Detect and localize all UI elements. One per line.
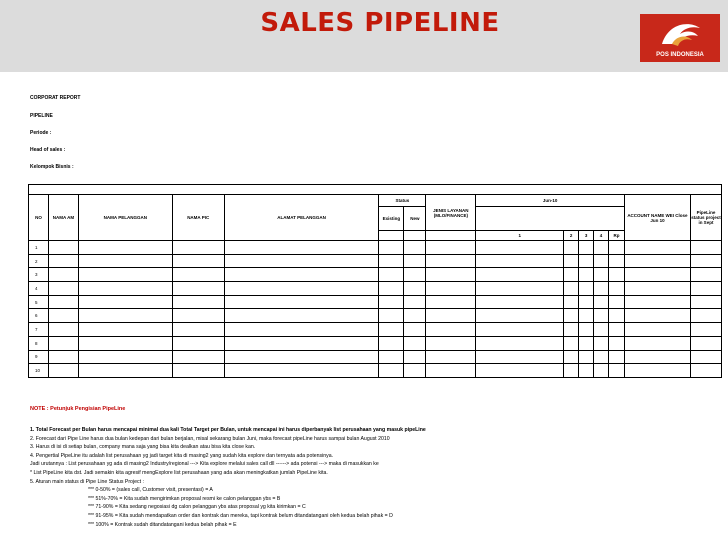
periode-label: Periode : [30,130,52,136]
table-row [29,295,722,309]
status-item: *** 100% = Kontrak sudah ditandatangani kedua belah pihak = E [88,521,237,528]
table-cell[interactable] [78,254,172,268]
table-cell[interactable] [579,282,594,296]
table-cell[interactable] [78,295,172,309]
col-nama-pelanggan: NAMA PELANGGAN [78,195,172,241]
table-cell[interactable] [172,350,224,364]
col-account-name: ACCOUNT NAME WEI Close Jun 10 [625,195,691,241]
table-cell[interactable] [426,336,476,350]
table-cell[interactable] [172,364,224,378]
table-cell[interactable] [690,323,721,337]
table-cell[interactable] [609,336,625,350]
table-cell[interactable] [690,350,721,364]
table-cell[interactable] [690,295,721,309]
table-cell[interactable] [78,282,172,296]
table-cell[interactable] [426,254,476,268]
col-jun10: Jun-10 [476,195,625,207]
table-cell[interactable] [476,364,564,378]
table-cell[interactable] [579,268,594,282]
table-cell[interactable] [426,241,476,255]
col-new: New [404,207,426,231]
table-cell[interactable] [625,350,691,364]
row-number: 8 [29,336,49,350]
page-title: SALES PIPELINE [260,8,500,38]
table-cell[interactable] [564,323,579,337]
status-item: *** 71-90% = Kita sedang negosiasi dg calon pelanggan ybs atas proposal yg kita kirimkan = C [88,504,306,511]
table-cell[interactable] [476,350,564,364]
table-cell[interactable] [78,268,172,282]
kelompok-bisnis-label: Kelompok Bisnis : [30,164,74,170]
row-number: 1 [29,241,49,255]
eagle-logo-icon [640,14,720,50]
table-cell[interactable] [379,282,404,296]
table-cell[interactable] [426,268,476,282]
row-number: 9 [29,350,49,364]
table-cell[interactable] [426,350,476,364]
table-cell[interactable] [172,254,224,268]
row-number: 3 [29,268,49,282]
table-cell[interactable] [379,268,404,282]
pipeline-table [28,184,722,378]
table-cell[interactable] [690,282,721,296]
table-cell[interactable] [172,336,224,350]
table-cell[interactable] [690,309,721,323]
table-cell[interactable] [609,282,625,296]
note-item: * List PipeLine kita dst. Jadi semakin kita agresif mengExplore list perusahaan yang ada akan meningkatkan jumlah PipeLine kita. [30,469,328,476]
table-cell[interactable] [594,336,609,350]
table-cell[interactable] [78,309,172,323]
table-cell[interactable] [379,309,404,323]
table-cell[interactable] [579,323,594,337]
table-cell[interactable] [476,268,564,282]
table-cell[interactable] [564,364,579,378]
logo-label: POS INDONESIA [656,52,704,58]
table-cell[interactable] [609,254,625,268]
table-cell[interactable] [564,254,579,268]
pipeline-label: PIPELINE [30,113,53,119]
table-row [29,309,722,323]
table-row [29,323,722,337]
table-cell[interactable] [48,295,78,309]
table-cell[interactable] [609,350,625,364]
table-cell[interactable] [78,241,172,255]
table-cell[interactable] [594,241,609,255]
table-row [29,364,722,378]
table-cell[interactable] [404,364,426,378]
table-row [29,254,722,268]
note-item: 2. Forecast dari Pipe Line harus dua bulan kedepan dari bulan berjalan, misal sekarang bulan Juni, maka forecast pipeLine harus sampai bulan August 2010 [30,435,390,442]
table-cell[interactable] [48,364,78,378]
row-number: 6 [29,309,49,323]
row-number: 7 [29,323,49,337]
table-row [29,241,722,255]
table-cell[interactable] [404,268,426,282]
table-cell[interactable] [224,254,379,268]
note-item: Jadi urutannya : List perusahaan yg ada di masing2 Industry/regional ---> Kita explore melalui sales call dll ------> ada potensi ---> maka di masukkan ke [30,461,379,468]
table-cell[interactable] [579,350,594,364]
table-cell[interactable] [625,282,691,296]
table-cell[interactable] [690,364,721,378]
note-item: 3. Harus di isi di setiap bulan, company mana saja yang bisa kita dealkan atau bisa kita close kan. [30,444,256,451]
table-row [29,268,722,282]
table-cell[interactable] [379,323,404,337]
table-cell[interactable] [609,309,625,323]
table-cell[interactable] [594,350,609,364]
table-cell[interactable] [594,254,609,268]
table-cell[interactable] [379,295,404,309]
table-cell[interactable] [476,323,564,337]
table-cell[interactable] [379,254,404,268]
week-2: 2 [564,231,579,241]
table-cell[interactable] [172,309,224,323]
table-cell[interactable] [379,336,404,350]
table-cell[interactable] [172,323,224,337]
table-cell[interactable] [690,268,721,282]
table-cell[interactable] [594,364,609,378]
table-cell[interactable] [426,282,476,296]
table-cell[interactable] [564,309,579,323]
table-cell[interactable] [564,336,579,350]
table-cell[interactable] [476,241,564,255]
table-cell[interactable] [625,241,691,255]
table-cell[interactable] [426,309,476,323]
note-item: 5. Aturan main status di Pipe Line Status Project : [30,478,144,485]
table-cell[interactable] [690,241,721,255]
note-item: 4. Pengertial PipeLine itu adalah list perusahaan yg jadi target kita di masing2 yang sudah kita explore dan ternyata ada potensinya. [30,452,334,459]
table-cell[interactable] [564,282,579,296]
table-cell[interactable] [476,254,564,268]
table-cell[interactable] [564,241,579,255]
table-cell[interactable] [48,323,78,337]
table-cell[interactable] [579,309,594,323]
table-cell[interactable] [78,323,172,337]
table-cell[interactable] [224,295,379,309]
col-jenis-layanan: JENIS LAYANAN (MLO/FINANCE) [426,195,476,231]
table-cell[interactable] [426,323,476,337]
table-cell[interactable] [609,268,625,282]
table-cell[interactable] [625,364,691,378]
table-cell[interactable] [78,336,172,350]
table-cell[interactable] [476,282,564,296]
table-cell[interactable] [48,336,78,350]
table-cell[interactable] [426,364,476,378]
table-cell[interactable] [476,295,564,309]
table-cell[interactable] [625,323,691,337]
table-cell[interactable] [625,336,691,350]
table-cell[interactable] [78,364,172,378]
table-cell[interactable] [609,241,625,255]
table-cell[interactable] [609,323,625,337]
col-pipeline-status: PipeLine status project in Sept [690,195,721,241]
col-status: Status [379,195,426,207]
table-cell[interactable] [579,241,594,255]
table-cell[interactable] [224,336,379,350]
table-cell[interactable] [579,336,594,350]
week-3: 3 [579,231,594,241]
table-cell[interactable] [224,323,379,337]
table-cell[interactable] [172,241,224,255]
table-cell[interactable] [594,309,609,323]
corporate-report-label: CORPORAT REPORT [30,95,81,101]
table-cell[interactable] [404,336,426,350]
table-row [29,350,722,364]
status-item: *** 51%-70% = Kita sudah mengirimkan proposal resmi ke calon pelanggan ybs = B [88,495,281,502]
table-cell[interactable] [625,309,691,323]
table-cell[interactable] [48,241,78,255]
table-cell[interactable] [224,364,379,378]
table-cell[interactable] [564,268,579,282]
table-cell[interactable] [594,295,609,309]
notes-list [30,426,426,529]
table-cell[interactable] [48,350,78,364]
table-cell[interactable] [172,282,224,296]
table-cell[interactable] [594,268,609,282]
table-cell[interactable] [609,364,625,378]
table-cell[interactable] [564,350,579,364]
table-cell[interactable] [224,309,379,323]
status-item: *** 91-95% = Kita sudah mendapatkan order dan kontrak dan mereka, tapi kontrak belum ditandatangani oleh kedua belah pihak = D [88,512,393,519]
table-cell[interactable] [609,295,625,309]
week-1: 1 [476,231,564,241]
table-cell[interactable] [564,295,579,309]
table-cell[interactable] [690,336,721,350]
table-cell[interactable] [48,254,78,268]
table-cell[interactable] [379,350,404,364]
table-cell[interactable] [625,254,691,268]
table-cell[interactable] [78,350,172,364]
pos-indonesia-logo [640,14,720,64]
row-number: 10 [29,364,49,378]
table-cell[interactable] [625,295,691,309]
table-cell[interactable] [224,350,379,364]
col-existing: Existing [379,207,404,231]
table-cell[interactable] [48,282,78,296]
table-cell[interactable] [224,282,379,296]
table-cell[interactable] [404,323,426,337]
table-cell[interactable] [404,241,426,255]
table-cell[interactable] [476,309,564,323]
table-cell[interactable] [426,295,476,309]
table-row [29,336,722,350]
status-item: *** 0-50% = (sales call, Customer visit, presentasi) = A [88,487,213,494]
table-cell[interactable] [224,268,379,282]
table-cell[interactable] [172,268,224,282]
note-title: NOTE : Petunjuk Pengisian PipeLine [30,406,126,412]
week-4: 4 [594,231,609,241]
col-no: NO [29,195,49,241]
col-alamat-pelanggan: ALAMAT PELANGGAN [224,195,379,241]
table-cell[interactable] [379,241,404,255]
row-number: 2 [29,254,49,268]
row-number: 5 [29,295,49,309]
table-cell[interactable] [579,295,594,309]
table-cell[interactable] [579,254,594,268]
head-of-sales-label: Head of sales : [30,147,66,153]
table-cell[interactable] [625,268,691,282]
table-cell[interactable] [404,254,426,268]
table-cell[interactable] [594,282,609,296]
table-cell[interactable] [172,295,224,309]
table-cell[interactable] [594,323,609,337]
table-cell[interactable] [690,254,721,268]
col-rp: Rp [609,231,625,241]
table-cell[interactable] [476,336,564,350]
table-cell[interactable] [404,309,426,323]
col-nama-am: NAMA AM [48,195,78,241]
table-cell[interactable] [224,241,379,255]
row-number: 4 [29,282,49,296]
table-row [29,282,722,296]
table-cell[interactable] [48,268,78,282]
col-nama-pic: NAMA PIC [172,195,224,241]
table-cell[interactable] [404,282,426,296]
note-item: 1. Total Forecast per Bulan harus mencapai minimal dua kali Total Target per Bulan, untuk mencapai ini harus diperbanyak list perusahaan yang masuk pipeLine [30,427,426,433]
table-cell[interactable] [404,350,426,364]
table-cell[interactable] [404,295,426,309]
table-cell[interactable] [579,364,594,378]
table-cell[interactable] [48,309,78,323]
table-cell[interactable] [379,364,404,378]
